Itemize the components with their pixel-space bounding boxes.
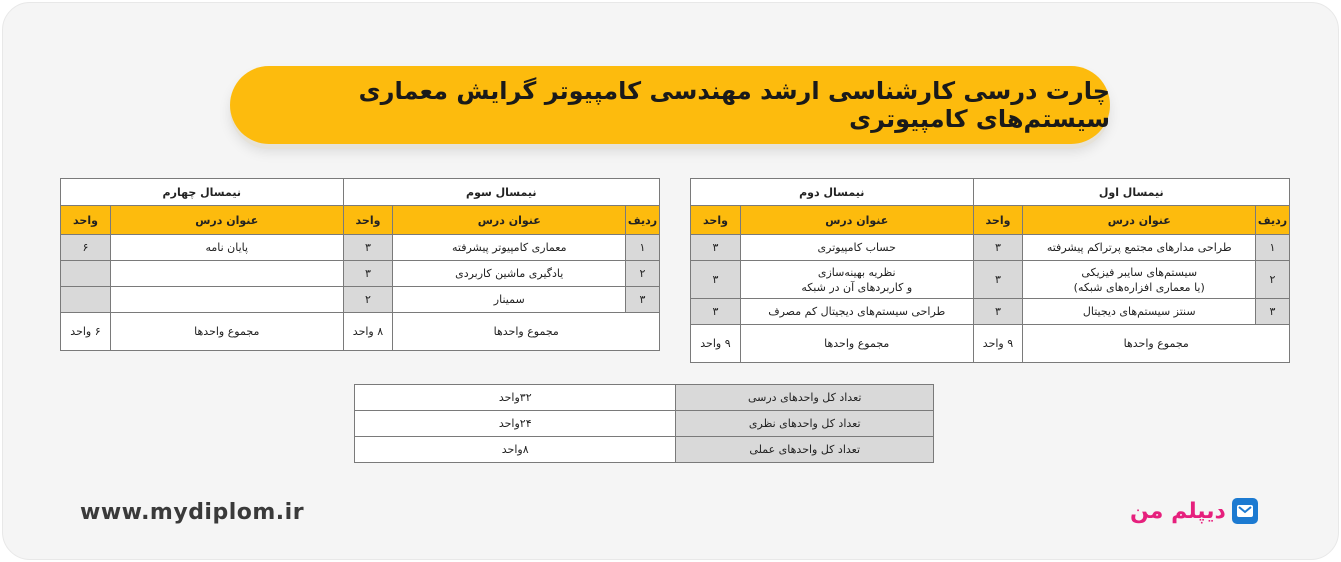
page-title: چارت درسی کارشناسی ارشد مهندسی کامپیوتر گرایش معماری سیستم‌های کامپیوتری bbox=[358, 77, 1110, 133]
summary-row bbox=[355, 437, 934, 463]
column-header-units: واحد bbox=[691, 206, 741, 235]
total-label: مجموع واحدها bbox=[1023, 325, 1290, 363]
course-title: پایان نامه bbox=[110, 235, 343, 261]
course-title: سنتز سیستم‌های دیجیتال bbox=[1023, 299, 1256, 325]
table-row bbox=[61, 235, 660, 261]
table-row bbox=[691, 299, 1290, 325]
total-row bbox=[691, 325, 1290, 363]
column-header-units: واحد bbox=[973, 206, 1023, 235]
course-title: حساب کامپیوتری bbox=[740, 235, 973, 261]
course-title bbox=[110, 261, 343, 287]
table-semesters-3-4 bbox=[60, 178, 660, 351]
row-number: ۱ bbox=[626, 235, 660, 261]
summary-value: ۸واحد bbox=[355, 437, 676, 463]
summary-label: تعداد کل واحدهای درسی bbox=[676, 385, 934, 411]
total-units: ۹ واحد bbox=[973, 325, 1023, 363]
course-title-line2: و کاربردهای آن در شبکه bbox=[801, 280, 913, 294]
course-units: ۳ bbox=[691, 235, 741, 261]
total-label: مجموع واحدها bbox=[110, 313, 343, 351]
course-units: ۶ bbox=[61, 235, 111, 261]
semester-1-heading: نیمسال اول bbox=[973, 179, 1289, 206]
diploma-icon bbox=[1232, 498, 1258, 524]
course-units bbox=[61, 261, 111, 287]
course-title: طراحی مدارهای مجتمع پرتراکم پیشرفته bbox=[1023, 235, 1256, 261]
course-title: یادگیری ماشین کاربردی bbox=[393, 261, 626, 287]
total-label: مجموع واحدها bbox=[393, 313, 660, 351]
semester-4-heading: نیمسال چهارم bbox=[61, 179, 344, 206]
summary-label: تعداد کل واحدهای عملی bbox=[676, 437, 934, 463]
course-units: ۳ bbox=[343, 235, 393, 261]
course-title: سمینار bbox=[393, 287, 626, 313]
column-header-course: عنوان درس bbox=[393, 206, 626, 235]
website-url[interactable]: www.mydiplom.ir bbox=[80, 500, 305, 525]
course-title-line2: (یا معماری افزاره‌های شبکه) bbox=[1073, 280, 1205, 294]
row-number: ۲ bbox=[626, 261, 660, 287]
course-title-cell bbox=[740, 261, 973, 299]
column-header-units: واحد bbox=[343, 206, 393, 235]
column-header-units: واحد bbox=[61, 206, 111, 235]
column-header-course: عنوان درس bbox=[1023, 206, 1256, 235]
course-title: طراحی سیستم‌های دیجیتال کم مصرف bbox=[740, 299, 973, 325]
course-units: ۳ bbox=[973, 261, 1023, 299]
total-row bbox=[61, 313, 660, 351]
column-header-course: عنوان درس bbox=[110, 206, 343, 235]
summary-row bbox=[355, 385, 934, 411]
summary-value: ۳۲واحد bbox=[355, 385, 676, 411]
table-semesters-1-2 bbox=[690, 178, 1290, 363]
total-units: ۹ واحد bbox=[691, 325, 741, 363]
summary-value: ۲۴واحد bbox=[355, 411, 676, 437]
table-row bbox=[61, 287, 660, 313]
course-units: ۳ bbox=[973, 299, 1023, 325]
course-units bbox=[61, 287, 111, 313]
column-header-radif: ردیف bbox=[626, 206, 660, 235]
course-title: معماری کامپیوتر پیشرفته bbox=[393, 235, 626, 261]
semester-2-heading: نیمسال دوم bbox=[691, 179, 974, 206]
title-banner bbox=[230, 66, 1110, 144]
course-units: ۳ bbox=[691, 299, 741, 325]
table-row bbox=[61, 261, 660, 287]
course-title: نظریه بهینه‌سازی bbox=[817, 265, 896, 279]
summary-table bbox=[354, 384, 934, 463]
table-row bbox=[691, 261, 1290, 299]
course-units: ۳ bbox=[691, 261, 741, 299]
summary-label: تعداد کل واحدهای نظری bbox=[676, 411, 934, 437]
course-title: سیستم‌های سایبر فیزیکی bbox=[1081, 265, 1198, 279]
course-units: ۳ bbox=[343, 261, 393, 287]
row-number: ۲ bbox=[1256, 261, 1290, 299]
logo-text: دیپلم من bbox=[1130, 498, 1226, 524]
total-units: ۸ واحد bbox=[343, 313, 393, 351]
summary-row bbox=[355, 411, 934, 437]
course-units: ۳ bbox=[973, 235, 1023, 261]
course-units: ۲ bbox=[343, 287, 393, 313]
total-label: مجموع واحدها bbox=[740, 325, 973, 363]
brand-logo bbox=[1130, 498, 1258, 524]
row-number: ۱ bbox=[1256, 235, 1290, 261]
course-title bbox=[110, 287, 343, 313]
table-row bbox=[691, 235, 1290, 261]
column-header-course: عنوان درس bbox=[740, 206, 973, 235]
total-units: ۶ واحد bbox=[61, 313, 111, 351]
row-number: ۳ bbox=[1256, 299, 1290, 325]
semester-3-heading: نیمسال سوم bbox=[343, 179, 659, 206]
column-header-radif: ردیف bbox=[1256, 206, 1290, 235]
row-number: ۳ bbox=[626, 287, 660, 313]
course-title-cell bbox=[1023, 261, 1256, 299]
